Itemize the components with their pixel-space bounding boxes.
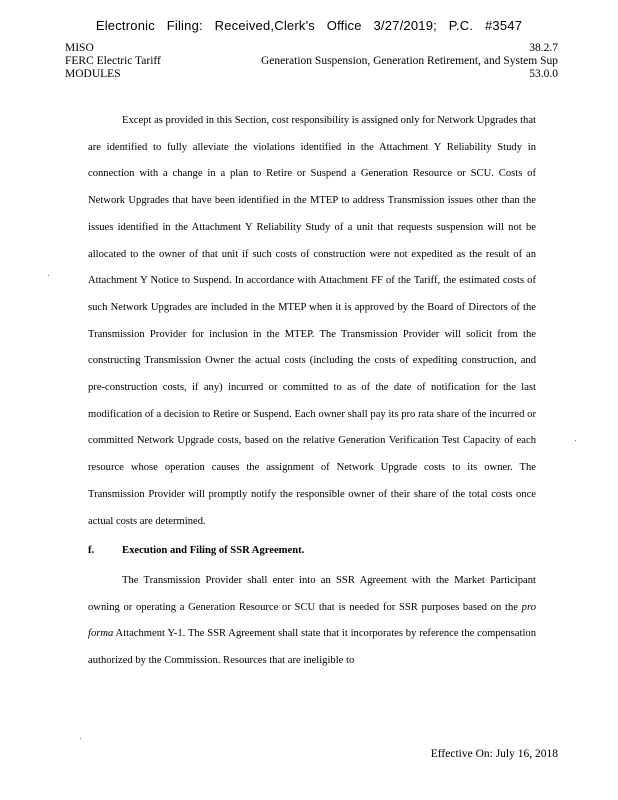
paragraph-cost-responsibility: Except as provided in this Section, cost responsibility is assigned only for Network Upgrades that are identified to fully alleviate the violations identified in the Attachment Y Reliability Study in connection with a change in a plan to Retire or Suspend a Generation Resource or SCU. Costs of Network Upgrades that have been identified in the MTEP to address Transmission issues other than the issues identified in the Attachment Y Reliability Study of a unit that requests suspension will not be allocated to the owner of that unit if such costs of construction were not expedited as the result of an Attachment Y Notice to Suspend. In accordance with Attachment FF of the Tariff, the estimated costs of such Network Upgrades are included in the MTEP when it is approved by the Board of Directors of the Transmission Provider for inclusion in the MTEP. The Transmission Provider will solicit from the constructing Transmission Owner the actual costs (including the costs of expediting construction, and pre-construction costs, if any) incurred or committed to as of the date of notification for the last modification of a decision to Retire or Suspend. Each owner shall pay its pro rata share of the incurred or committed Network Upgrade costs, based on the relative Generation Verification Test Capacity of each resource whose operation causes the assignment of Network Upgrade costs to its owner. The Transmission Provider will promptly notify the responsible owner of their share of the total costs once actual costs are determined.: [88, 115, 536, 527]
header-section-title: Generation Suspension, Generation Retirement, and System Sup: [260, 55, 558, 67]
document-body: [88, 108, 536, 675]
paragraph-ssr-agreement: [88, 568, 536, 675]
stamp-part: Filing:: [166, 18, 203, 33]
header-section-number: 38.2.7: [529, 42, 558, 54]
stamp-part: Office: [326, 18, 362, 33]
stamp-part: Received,Clerk's: [214, 18, 315, 33]
stamp-part: P.C.: [448, 18, 474, 33]
header-org: MISO: [65, 42, 94, 54]
section-letter: f.: [88, 545, 95, 557]
stamp-part: 3/27/2019;: [373, 18, 437, 33]
stamp-part: #3547: [485, 18, 523, 33]
italic-term: pro forma: [88, 601, 536, 640]
paragraph-text: The Transmission Provider shall enter into an SSR Agreement with the Market Participant owning or operating a Generation Resource or SCU that is needed for SSR purposes based on the: [88, 574, 536, 613]
section-heading: [88, 538, 536, 565]
filing-stamp: [0, 18, 618, 33]
section-title: Execution and Filing of SSR Agreement.: [122, 545, 305, 557]
scan-speck: [80, 738, 81, 739]
header-version: 53.0.0: [529, 68, 558, 80]
effective-date: Effective On: July 16, 2018: [430, 748, 558, 760]
stamp-part: Electronic: [95, 18, 155, 33]
header-tariff: FERC Electric Tariff: [65, 55, 161, 67]
header-right: [261, 42, 558, 81]
scan-speck: [48, 275, 49, 276]
paragraph-text: Attachment Y-1. The SSR Agreement shall state that it incorporates by reference the compensation authorized by the Commission. Resources that are ineligible to: [88, 628, 536, 667]
scan-speck: [575, 440, 576, 441]
header-left: [65, 42, 161, 81]
header-modules: MODULES: [65, 68, 121, 80]
